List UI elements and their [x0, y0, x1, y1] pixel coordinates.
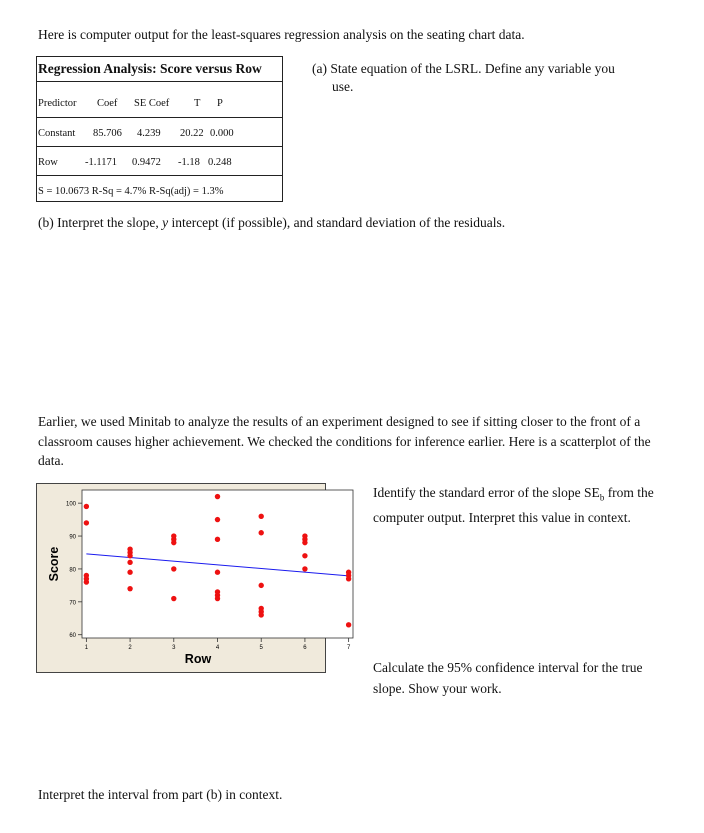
regression-divider — [36, 175, 283, 176]
constant-se: 4.239 — [137, 128, 161, 139]
regression-summary: S = 10.0673 R-Sq = 4.7% R-Sq(adj) = 1.3% — [38, 186, 224, 197]
constant-label: Constant — [38, 128, 76, 139]
x-tick-label: 6 — [303, 645, 307, 651]
x-tick-label: 4 — [215, 645, 220, 651]
identify-text-cont: from the computer output. Interpret this value in context. — [373, 485, 654, 525]
earlier-paragraph: Earlier, we used Minitab to analyze the results of an experiment designed to see if sitting closer to the front of a classroom causes higher achievement. We checked the conditions for inference earlier. Here is a scatterplot of the data. — [38, 414, 651, 468]
data-point — [84, 504, 89, 509]
x-tick-label: 3 — [172, 645, 176, 651]
identify-se-prompt — [373, 483, 673, 527]
constant-coef: 85.706 — [93, 128, 122, 139]
interpret-interval-prompt: Interpret the interval from part (b) in context. — [38, 787, 283, 802]
data-point — [259, 530, 264, 535]
data-point — [346, 622, 351, 627]
x-tick-label: 1 — [84, 645, 89, 651]
y-tick-label: 80 — [69, 567, 76, 574]
se-subscript: b — [599, 492, 605, 503]
data-point — [127, 553, 132, 558]
data-point — [346, 576, 351, 581]
data-point — [127, 586, 132, 591]
header-se-coef: SE Coef — [134, 98, 170, 109]
part-a-question: (a) State equation of the LSRL. Define any variable you — [312, 61, 615, 76]
data-point — [302, 540, 307, 545]
data-point — [215, 517, 220, 522]
data-point — [171, 596, 176, 601]
constant-t: 20.22 — [180, 128, 204, 139]
row-se: 0.9472 — [132, 157, 161, 168]
y-tick-label: 70 — [69, 600, 76, 607]
row-label: Row — [38, 157, 58, 168]
data-point — [302, 553, 307, 558]
row-coef: -1.1171 — [85, 157, 117, 168]
scatterplot — [36, 483, 351, 673]
y-tick-label: 100 — [65, 501, 76, 508]
data-point — [302, 566, 307, 571]
x-tick-label: 2 — [128, 645, 132, 651]
regression-title-divider — [36, 81, 283, 82]
header-t: T — [194, 98, 201, 109]
header-p: P — [217, 98, 223, 109]
regression-divider — [36, 117, 283, 118]
row-p: 0.248 — [208, 157, 232, 168]
regression-title: Regression Analysis: Score versus Row — [38, 61, 262, 76]
header-coef: Coef — [97, 98, 118, 109]
data-point — [215, 537, 220, 542]
plot-area — [82, 490, 353, 638]
part-b-question — [38, 215, 505, 231]
data-point — [215, 570, 220, 575]
scatterplot-frame — [36, 483, 351, 673]
row-t: -1.18 — [178, 157, 200, 168]
data-point — [259, 612, 264, 617]
data-point — [127, 570, 132, 575]
calculate-ci-prompt: Calculate the 95% confidence interval for the true slope. Show your work. — [373, 660, 643, 696]
regression-divider — [36, 146, 283, 147]
data-point — [259, 583, 264, 588]
x-tick-label: 7 — [346, 645, 351, 651]
data-point — [84, 520, 89, 525]
intro-text: Here is computer output for the least-squares regression analysis on the seating chart data. — [38, 27, 525, 42]
data-point — [215, 494, 220, 499]
part-b-suffix: intercept (if possible), and standard deviation of the residuals. — [168, 215, 506, 230]
y-tick-label: 60 — [69, 633, 76, 640]
constant-p: 0.000 — [210, 128, 234, 139]
part-b-variable: y — [162, 215, 169, 230]
header-predictor: Predictor — [38, 98, 77, 109]
part-a-question-cont: use. — [332, 79, 354, 94]
x-tick-label: 5 — [259, 645, 263, 651]
y-axis-label: Score — [47, 546, 61, 582]
data-point — [171, 566, 176, 571]
part-b-prefix: (b) Interpret the slope, — [38, 215, 163, 230]
data-point — [127, 560, 132, 565]
data-point — [171, 533, 176, 538]
data-point — [215, 596, 220, 601]
x-axis-label: Row — [184, 652, 212, 666]
data-point — [84, 573, 89, 578]
identify-text: Identify the standard error of the slope SE — [373, 485, 600, 500]
data-point — [259, 514, 264, 519]
y-tick-label: 90 — [69, 534, 76, 541]
